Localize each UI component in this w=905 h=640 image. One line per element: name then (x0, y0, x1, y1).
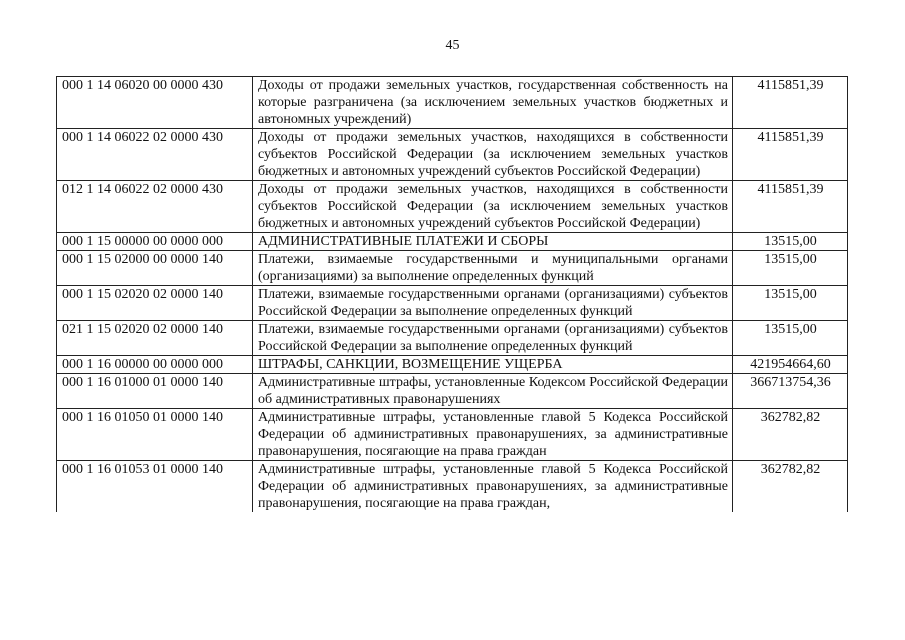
revenue-name-cell: Административные штрафы, установленные главой 5 Кодекса Российской Федерации об административных правонарушениях, за административные правонарушения, посягающие на права граждан (253, 409, 733, 461)
table-row (57, 409, 848, 461)
amount-cell: 362782,82 (733, 461, 848, 513)
revenue-name-cell: Платежи, взимаемые государственными органами (организациями) субъектов Российской Федерации за выполнение определенных функций (253, 321, 733, 356)
amount-cell: 13515,00 (733, 251, 848, 286)
amount-cell: 4115851,39 (733, 129, 848, 181)
revenue-name-cell: Платежи, взимаемые государственными органами (организациями) субъектов Российской Федерации за выполнение определенных функций (253, 286, 733, 321)
revenue-name-cell: Административные штрафы, установленные главой 5 Кодекса Российской Федерации об административных правонарушениях, за административные правонарушения, посягающие на права граждан, (253, 461, 733, 513)
table-row (57, 77, 848, 129)
revenue-name-cell: Доходы от продажи земельных участков, государственная собственность на которые разграничена (за исключением земельных участков бюджетных и автономных учреждений) (253, 77, 733, 129)
budget-code-cell: 000 1 16 01000 01 0000 140 (57, 374, 253, 409)
amount-cell: 13515,00 (733, 286, 848, 321)
revenue-name-cell: Доходы от продажи земельных участков, находящихся в собственности субъектов Российской Федерации (за исключением земельных участков бюджетных и автономных учреждений субъектов Российской Федерации) (253, 181, 733, 233)
budget-code-cell: 000 1 16 01050 01 0000 140 (57, 409, 253, 461)
amount-cell: 4115851,39 (733, 181, 848, 233)
budget-code-cell: 000 1 14 06020 00 0000 430 (57, 77, 253, 129)
amount-cell: 4115851,39 (733, 77, 848, 129)
revenue-name-cell: Доходы от продажи земельных участков, находящихся в собственности субъектов Российской Федерации (за исключением земельных участков бюджетных и автономных учреждений субъектов Российской Федерации) (253, 129, 733, 181)
budget-code-cell: 000 1 15 00000 00 0000 000 (57, 233, 253, 251)
budget-code-cell: 000 1 14 06022 02 0000 430 (57, 129, 253, 181)
amount-cell: 13515,00 (733, 233, 848, 251)
table-row (57, 286, 848, 321)
budget-code-cell: 000 1 15 02020 02 0000 140 (57, 286, 253, 321)
table-row (57, 233, 848, 251)
budget-code-cell: 012 1 14 06022 02 0000 430 (57, 181, 253, 233)
amount-cell: 366713754,36 (733, 374, 848, 409)
amount-cell: 362782,82 (733, 409, 848, 461)
budget-code-cell: 000 1 15 02000 00 0000 140 (57, 251, 253, 286)
budget-table (56, 76, 848, 512)
table-row (57, 129, 848, 181)
revenue-name-cell: Платежи, взимаемые государственными и муниципальными органами (организациями) за выполнение определенных функций (253, 251, 733, 286)
amount-cell: 421954664,60 (733, 356, 848, 374)
page-number: 45 (445, 38, 460, 53)
revenue-name-cell: Административные штрафы, установленные Кодексом Российской Федерации об административных правонарушениях (253, 374, 733, 409)
budget-code-cell: 000 1 16 01053 01 0000 140 (57, 461, 253, 513)
table-row (57, 461, 848, 513)
table-row (57, 321, 848, 356)
table-row (57, 251, 848, 286)
amount-cell: 13515,00 (733, 321, 848, 356)
table-row (57, 374, 848, 409)
table-row (57, 181, 848, 233)
revenue-name-cell: АДМИНИСТРАТИВНЫЕ ПЛАТЕЖИ И СБОРЫ (253, 233, 733, 251)
budget-code-cell: 000 1 16 00000 00 0000 000 (57, 356, 253, 374)
revenue-name-cell: ШТРАФЫ, САНКЦИИ, ВОЗМЕЩЕНИЕ УЩЕРБА (253, 356, 733, 374)
budget-code-cell: 021 1 15 02020 02 0000 140 (57, 321, 253, 356)
table-row (57, 356, 848, 374)
